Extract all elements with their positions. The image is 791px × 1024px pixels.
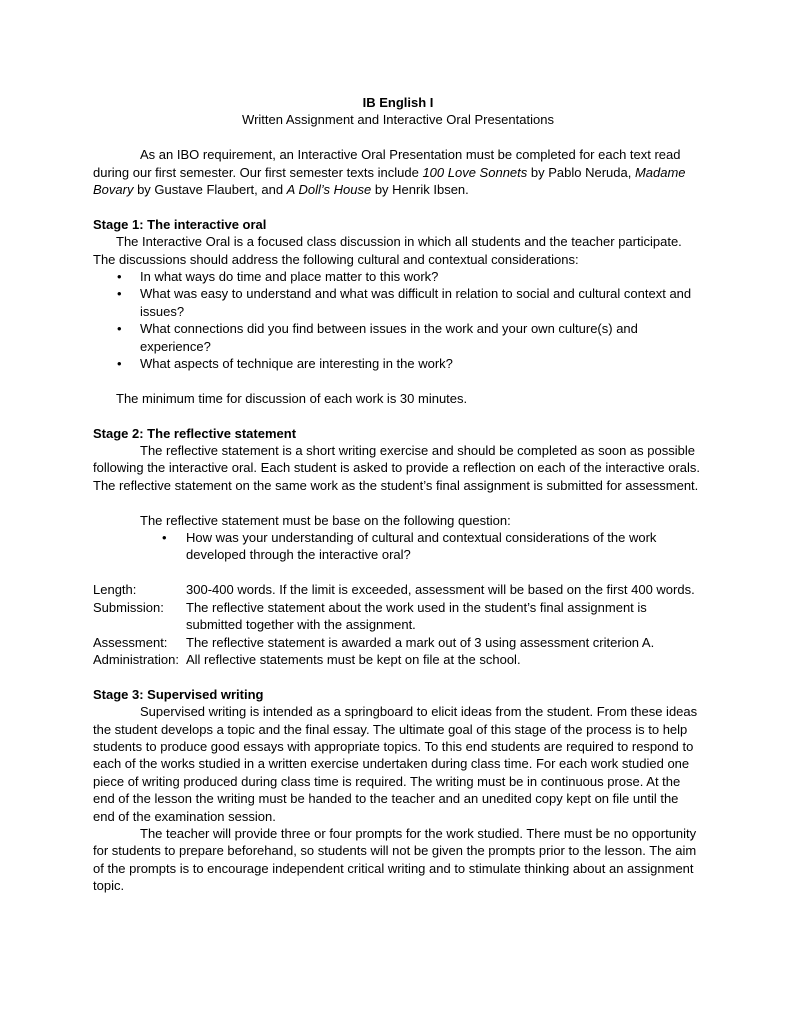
intro-work-2: Madame Bovary xyxy=(93,164,686,198)
spacer xyxy=(93,564,703,581)
list-item xyxy=(93,268,703,285)
detail-description: All reflective statements must be kept on file at the school. xyxy=(186,651,521,667)
stage2-paragraph: The reflective statement is a short writing exercise and should be completed as soon as possible following the interactive oral. Each student is asked to provide a reflection on each of the interactive orals. The reflective statement on the same work as the student’s final assignment is submitted for assessment. xyxy=(93,443,701,493)
bullet-icon: • xyxy=(117,269,122,285)
stage2-bullet-list xyxy=(93,529,703,564)
stage1-minimum-time: The minimum time for discussion of each work is 30 minutes. xyxy=(116,390,468,406)
detail-description: The reflective statement is awarded a mark out of 3 using assessment criterion A. xyxy=(186,634,655,650)
detail-row-administration xyxy=(93,651,703,668)
spacer xyxy=(93,668,703,685)
intro-paragraph xyxy=(93,146,703,198)
stage2-heading: Stage 2: The reflective statement xyxy=(93,425,297,441)
list-item xyxy=(93,355,703,372)
spacer xyxy=(93,372,703,389)
intro-text-3: by Gustave Flaubert, and xyxy=(133,182,287,198)
spacer xyxy=(93,494,703,511)
list-item-text: What was easy to understand and what was difficult in relation to social and cultural context and issues? xyxy=(140,286,692,319)
stage3-paragraph-1: Supervised writing is intended as a springboard to elicit ideas from the student. From these ideas the student develops a topic and the final essay. The ultimate goal of this stage of the process is to help students to produce good essays with appropriate topics. To this end students are required to respond to each of the works studied in a written exercise undertaken during class time. For each work studied one piece of writing produced during class time is required. The writing must be in continuous prose. At the end of the lesson the writing must be handed to the teacher and an unedited copy kept on file until the end of the examination session. xyxy=(93,704,698,824)
list-item xyxy=(93,320,703,355)
stage2-question-intro: The reflective statement must be base on the following question: xyxy=(140,512,511,528)
intro-text-4: by Henrik Ibsen. xyxy=(371,182,469,198)
detail-term: Length: xyxy=(93,582,137,598)
bullet-icon: • xyxy=(117,321,122,337)
stage1-bullet-list xyxy=(93,268,703,372)
stage1-heading: Stage 1: The interactive oral xyxy=(93,216,267,232)
stage2-details xyxy=(93,581,703,668)
document-page xyxy=(93,94,703,895)
detail-row-submission xyxy=(93,599,703,634)
spacer xyxy=(93,198,703,215)
bullet-icon: • xyxy=(162,530,167,546)
intro-text-1: As an IBO requirement, an Interactive Oral Presentation must be completed for each text read during our first semester. Our first semester texts include xyxy=(93,147,681,180)
intro-work-3: A Doll’s House xyxy=(286,182,372,198)
list-item-text: How was your understanding of cultural and contextual considerations of the work developed through the interactive oral? xyxy=(186,530,657,563)
list-item-text: In what ways do time and place matter to this work? xyxy=(140,269,439,285)
detail-row-assessment xyxy=(93,634,703,651)
detail-description: The reflective statement about the work used in the student’s final assignment is submitted together with the assignment. xyxy=(186,599,647,633)
detail-term: Assessment: xyxy=(93,634,168,650)
list-item xyxy=(93,529,703,564)
intro-work-1: 100 Love Sonnets xyxy=(422,164,528,180)
intro-text-2: by Pablo Neruda, xyxy=(527,164,635,180)
stage3-paragraph-2: The teacher will provide three or four prompts for the work studied. There must be no opportunity for students to prepare beforehand, so students will not be given the prompts prior to the lesson. The aim of the prompts is to encourage independent critical writing and to stimulate thinking about an assignment topic. xyxy=(93,825,697,894)
detail-term: Submission: xyxy=(93,599,164,615)
list-item-text: What aspects of technique are interesting in the work? xyxy=(140,356,453,372)
document-title: IB English I xyxy=(362,95,434,110)
bullet-icon: • xyxy=(117,286,122,302)
detail-description: 300-400 words. If the limit is exceeded, assessment will be based on the first 400 words. xyxy=(186,582,695,598)
stage1-paragraph: The Interactive Oral is a focused class discussion in which all students and the teacher participate. The discussions should address the following cultural and contextual considerations: xyxy=(93,234,682,267)
list-item-text: What connections did you find between issues in the work and your own culture(s) and experience? xyxy=(140,321,638,354)
detail-row-length xyxy=(93,581,703,598)
bullet-icon: • xyxy=(117,356,122,372)
list-item xyxy=(93,285,703,320)
document-subtitle: Written Assignment and Interactive Oral Presentations xyxy=(242,112,554,128)
spacer xyxy=(93,129,703,146)
spacer xyxy=(93,407,703,424)
detail-term: Administration: xyxy=(93,651,179,667)
stage3-heading: Stage 3: Supervised writing xyxy=(93,686,264,702)
